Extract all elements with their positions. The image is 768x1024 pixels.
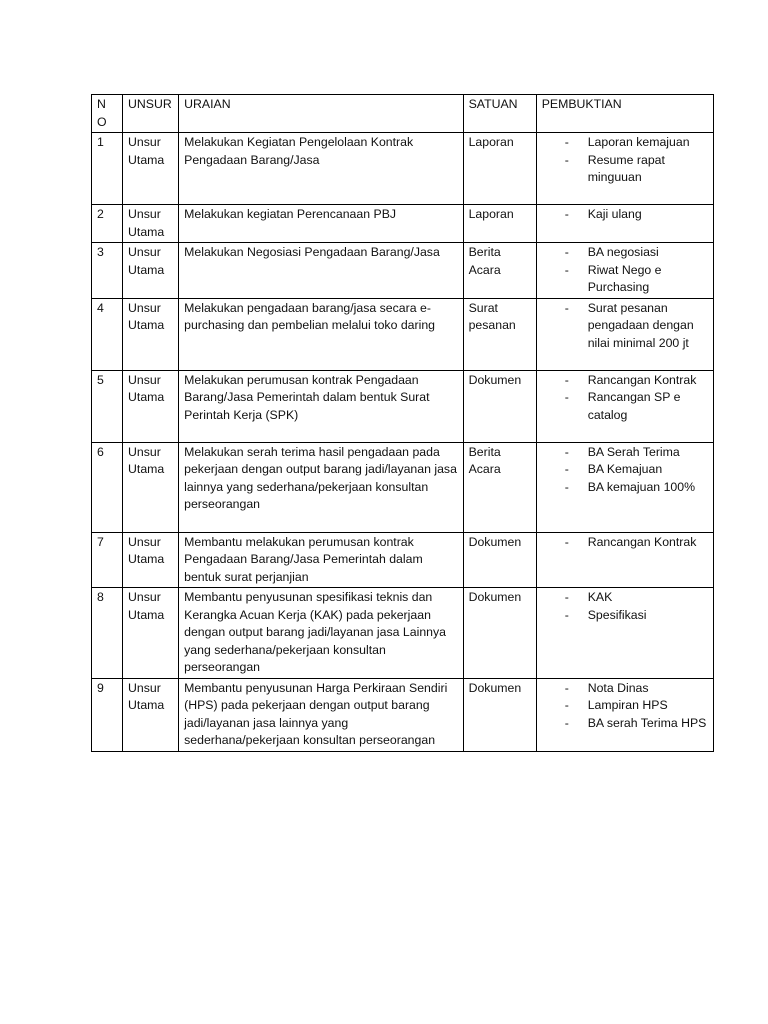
table-row (92, 243, 714, 299)
bullet-dash: - (564, 135, 569, 149)
row-satuan: Laporan (463, 205, 536, 243)
proof-item-text: Rancangan SP e catalog (587, 390, 681, 422)
proof-item (542, 300, 708, 353)
activity-table (91, 94, 714, 752)
bullet-dash: - (564, 207, 569, 221)
proof-item-text: BA Kemajuan (587, 462, 663, 476)
row-uraian: Melakukan Kegiatan Pengelolaan Kontrak Pengadaan Barang/Jasa (179, 133, 463, 205)
row-satuan: Dokumen (463, 532, 536, 588)
row-pembuktian (536, 205, 713, 243)
table-row (92, 205, 714, 243)
table-row (92, 298, 714, 370)
table-row (92, 532, 714, 588)
proof-list (542, 244, 708, 297)
bullet-dash: - (564, 590, 569, 604)
proof-list (542, 589, 708, 624)
proof-item (542, 444, 708, 462)
header-satuan: SATUAN (463, 95, 536, 133)
header-unsur: UNSUR (123, 95, 179, 133)
proof-item (542, 534, 708, 552)
proof-item (542, 262, 708, 297)
bullet-dash: - (564, 462, 569, 476)
row-pembuktian (536, 678, 713, 751)
row-pembuktian (536, 133, 713, 205)
proof-item-text: Nota Dinas (587, 680, 649, 695)
row-satuan: Surat pesanan (463, 298, 536, 370)
row-uraian: Melakukan pengadaan barang/jasa secara e-purchasing dan pembelian melalui toko daring (179, 298, 463, 370)
row-no: 1 (92, 133, 123, 205)
row-unsur: Unsur Utama (123, 205, 179, 243)
table-row (92, 133, 714, 205)
proof-item (542, 134, 708, 152)
row-no: 7 (92, 532, 123, 588)
table-row (92, 442, 714, 532)
header-uraian: URAIAN (179, 95, 463, 133)
row-pembuktian (536, 298, 713, 370)
row-pembuktian (536, 370, 713, 442)
header-pembuktian: PEMBUKTIAN (536, 95, 713, 133)
bullet-dash: - (564, 698, 569, 712)
proof-list (542, 680, 708, 733)
proof-item-text: Rancangan Kontrak (587, 534, 697, 549)
proof-item-text: Rancangan Kontrak (587, 372, 697, 387)
row-pembuktian (536, 588, 713, 679)
row-unsur: Unsur Utama (123, 243, 179, 299)
proof-item-text: Riwat Nego e Purchasing (587, 262, 662, 294)
row-no: 8 (92, 588, 123, 679)
bullet-dash: - (564, 245, 569, 259)
row-no: 2 (92, 205, 123, 243)
row-satuan: Dokumen (463, 588, 536, 679)
proof-item (542, 461, 708, 479)
proof-item (542, 589, 708, 607)
proof-item (542, 206, 708, 224)
proof-item (542, 152, 708, 187)
row-uraian: Melakukan serah terima hasil pengadaan pada pekerjaan dengan output barang jadi/layanan jasa lainnya yang sederhana/pekerjaan konsultan perseorangan (179, 442, 463, 532)
bullet-dash: - (564, 372, 569, 387)
proof-item-text: Lampiran HPS (587, 698, 668, 712)
header-no: N O (92, 95, 123, 133)
bullet-dash: - (564, 300, 569, 315)
proof-item-text: BA negosiasi (587, 245, 659, 259)
proof-list (542, 134, 708, 187)
proof-item (542, 715, 708, 733)
row-unsur: Unsur Utama (123, 532, 179, 588)
row-unsur: Unsur Utama (123, 442, 179, 532)
bullet-dash: - (564, 479, 569, 494)
row-satuan: Berita Acara (463, 442, 536, 532)
proof-item-text: KAK (587, 590, 613, 604)
bullet-dash: - (564, 607, 569, 622)
proof-item-text: Kaji ulang (587, 207, 642, 221)
proof-item (542, 372, 708, 390)
proof-list (542, 372, 708, 425)
proof-list (542, 534, 708, 552)
row-unsur: Unsur Utama (123, 298, 179, 370)
row-unsur: Unsur Utama (123, 133, 179, 205)
proof-item (542, 389, 708, 424)
proof-item-text: BA serah Terima HPS (587, 715, 707, 730)
row-uraian: Membantu penyusunan spesifikasi teknis dan Kerangka Acuan Kerja (KAK) pada pekerjaan dengan output barang jadi/layanan jasa Lainnya yang sederhana/pekerjaan konsultan perseorangan (179, 588, 463, 679)
proof-item-text: Resume rapat minguuan (587, 152, 665, 184)
header-row (92, 95, 714, 133)
table-row (92, 588, 714, 679)
bullet-dash: - (564, 152, 569, 167)
table-row (92, 370, 714, 442)
row-satuan: Berita Acara (463, 243, 536, 299)
proof-item (542, 244, 708, 262)
row-no: 3 (92, 243, 123, 299)
row-uraian: Melakukan Negosiasi Pengadaan Barang/Jasa (179, 243, 463, 299)
row-no: 5 (92, 370, 123, 442)
row-unsur: Unsur Utama (123, 678, 179, 751)
proof-item-text: BA Serah Terima (587, 444, 680, 459)
row-uraian: Melakukan kegiatan Perencanaan PBJ (179, 205, 463, 243)
proof-item-text: Surat pesanan pengadaan dengan nilai minimal 200 jt (587, 300, 694, 350)
row-uraian: Membantu penyusunan Harga Perkiraan Sendiri (HPS) pada pekerjaan dengan output barang jadi/layanan jasa lainnya yang sederhana/pekerjaan konsultan perseorangan (179, 678, 463, 751)
row-pembuktian (536, 243, 713, 299)
row-unsur: Unsur Utama (123, 588, 179, 679)
bullet-dash: - (564, 262, 569, 277)
proof-item (542, 607, 708, 625)
bullet-dash: - (564, 534, 569, 549)
proof-list (542, 300, 708, 353)
proof-item (542, 697, 708, 715)
proof-item (542, 479, 708, 497)
bullet-dash: - (564, 444, 569, 459)
bullet-dash: - (564, 390, 569, 404)
row-no: 4 (92, 298, 123, 370)
proof-item-text: Spesifikasi (587, 607, 647, 622)
row-pembuktian (536, 442, 713, 532)
row-no: 9 (92, 678, 123, 751)
proof-item (542, 680, 708, 698)
row-satuan: Dokumen (463, 678, 536, 751)
proof-item-text: Laporan kemajuan (587, 135, 690, 149)
bullet-dash: - (564, 715, 569, 730)
row-no: 6 (92, 442, 123, 532)
row-pembuktian (536, 532, 713, 588)
table-body (92, 95, 714, 752)
row-satuan: Laporan (463, 133, 536, 205)
row-uraian: Membantu melakukan perumusan kontrak Pengadaan Barang/Jasa Pemerintah dalam bentuk surat perjanjian (179, 532, 463, 588)
row-unsur: Unsur Utama (123, 370, 179, 442)
proof-list (542, 444, 708, 497)
row-uraian: Melakukan perumusan kontrak Pengadaan Barang/Jasa Pemerintah dalam bentuk Surat Perintah Kerja (SPK) (179, 370, 463, 442)
bullet-dash: - (564, 680, 569, 695)
proof-list (542, 206, 708, 224)
proof-item-text: BA kemajuan 100% (587, 479, 696, 494)
table-row (92, 678, 714, 751)
row-satuan: Dokumen (463, 370, 536, 442)
